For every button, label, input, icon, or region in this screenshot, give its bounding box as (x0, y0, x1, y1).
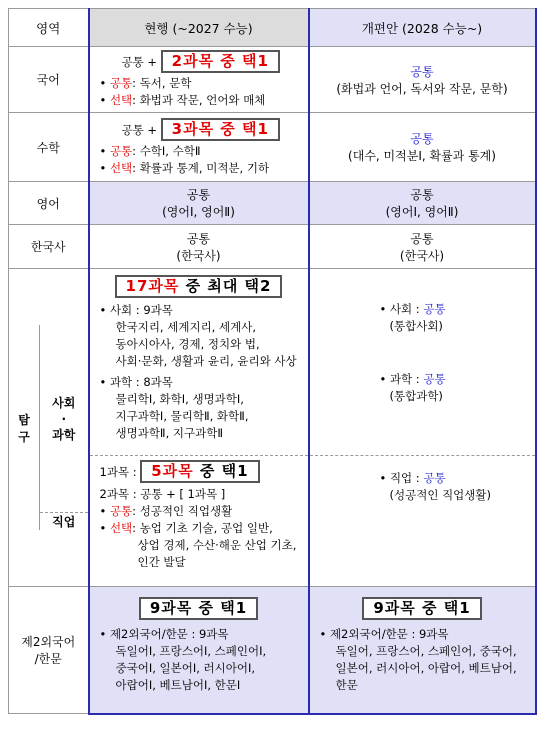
reform-title: 공통 (410, 231, 434, 246)
voc-reform (309, 456, 536, 587)
area-social-science (40, 325, 88, 513)
foreign-reform (309, 587, 536, 714)
voc-elective-line: 상업 경제, 수산·해운 산업 기초, (137, 538, 297, 552)
science-line: 물리학Ⅰ, 화학Ⅰ, 생명과학Ⅰ, (115, 392, 244, 406)
area-vocational: 직업 (52, 515, 76, 529)
sci-current (89, 269, 309, 456)
reform-title: 공통 (410, 132, 434, 146)
sci-reform (309, 269, 536, 456)
korean-current: 공통 + 2과목 중 택1 • 공통: 독서, 문학 • 선택: 화법과 작문, 언어와 매체 (89, 47, 309, 113)
science-line: 지구과학Ⅰ, 물리학Ⅱ, 화학Ⅱ, (115, 409, 249, 423)
voc-choice-box (140, 460, 259, 483)
row-korean (9, 47, 536, 113)
current-sub: (영어Ⅰ, 영어Ⅱ) (162, 205, 235, 219)
social-line: 한국지리, 세계지리, 세계사, (115, 320, 256, 334)
common-text: : 수학Ⅰ, 수학Ⅱ (132, 143, 201, 158)
sci-area-2: · (61, 411, 67, 426)
area-math: 수학 (9, 113, 89, 182)
ref-voc-sub: (성공적인 직업생활) (389, 488, 491, 502)
math-current: 공통 + 3과목 중 택1 • 공통: 수학Ⅰ, 수학Ⅱ • 선택: 확률과 통계, 미적분, 기하 (89, 113, 309, 182)
area-english: 영어 (9, 182, 89, 225)
row-english (9, 182, 536, 225)
social-head: • 사회 : 9과목 (99, 303, 173, 317)
voc-two-line: 2과목 : 공통 + [ 1과목 ] (99, 487, 226, 501)
ref-voc-label: • 직업 : (379, 471, 420, 485)
voc-common-text: : 성공적인 직업생활 (132, 504, 233, 518)
elective-text: : 화법과 작문, 언어와 매체 (132, 93, 266, 107)
sci-area-1: 사회 (52, 395, 76, 410)
voc-current: 1과목 : 5과목 중 택1 2과목 : 공통 + [ 1과목 ] • 공통: 성공적인 직업생활 • 선택: 농업 기초 기술, 공업 일반, 상업 경제, 수산·해운 산업 기초, 인간 발달 (89, 456, 309, 587)
current-sub: (한국사) (176, 248, 221, 263)
voc-common-label: 공통 (109, 504, 133, 518)
elective-label: 선택 (109, 93, 133, 107)
header-current: 현행 (~2027 수능) (89, 9, 309, 47)
area-foreign (9, 587, 89, 714)
sci-choice-box (115, 275, 283, 298)
ref-science-sub: (통합과학) (389, 389, 443, 403)
area-korean: 국어 (9, 47, 89, 113)
ref-voc-val: 공통 (423, 471, 446, 485)
ref-science-val: 공통 (423, 372, 446, 386)
reform-sub: (한국사) (399, 248, 445, 263)
foreign-area-2: /한문 (34, 652, 62, 666)
inquiry-char-1: 탐 (18, 412, 30, 427)
inquiry-label (9, 325, 40, 530)
foreign-cur-head: • 제2외국어/한문 : 9과목 (99, 627, 229, 641)
row-math (9, 113, 536, 182)
row-foreign (9, 587, 536, 714)
history-reform (309, 225, 536, 269)
reform-sub: (대수, 미적분Ⅰ, 확률과 통계) (348, 149, 496, 163)
choice-box: 2과목 중 택1 (161, 50, 280, 73)
history-current (89, 225, 309, 269)
header-row (9, 9, 536, 47)
current-title: 공통 (186, 231, 211, 246)
header-area: 영역 (9, 9, 89, 47)
foreign-ref-line: 일본어, 러시아어, 아랍어, 베트남어, (335, 661, 517, 675)
ref-social-sub: (통합사회) (389, 319, 443, 333)
foreign-area-1: 제2외국어 (21, 635, 76, 649)
math-reform (309, 113, 536, 182)
korean-reform (309, 47, 536, 113)
sci-area-3: 과학 (52, 427, 76, 442)
sci-box-rest: 중 최대 택2 (179, 277, 272, 295)
inquiry-char-2: 구 (18, 429, 30, 444)
row-history (9, 225, 536, 269)
foreign-current (89, 587, 309, 714)
social-line: 사회·문화, 생활과 윤리, 윤리와 사상 (115, 354, 297, 368)
foreign-ref-box: 9과목 중 택1 (362, 597, 481, 620)
reform-title: 공통 (410, 188, 434, 202)
common-label: 공통 (109, 76, 133, 90)
common-label: 공통 (109, 143, 133, 158)
reform-sub: (화법과 언어, 독서와 작문, 문학) (336, 81, 508, 96)
ref-social-label: • 사회 : (379, 302, 420, 316)
social-line: 동아시아사, 경제, 정치와 법, (115, 337, 260, 351)
current-title: 공통 (186, 188, 211, 202)
science-head: • 과학 : 8과목 (99, 375, 173, 389)
foreign-cur-line: 독일어Ⅰ, 프랑스어Ⅰ, 스페인어Ⅰ, (115, 644, 267, 658)
sci-box-red: 17과목 (125, 277, 180, 295)
area-history: 한국사 (9, 225, 89, 269)
common-prefix: 공통 + (121, 122, 158, 137)
voc-one-prefix: 1과목 : (99, 465, 137, 479)
ref-science-label: • 과학 : (379, 372, 420, 386)
voc-elective-text: : 농업 기초 기술, 공업 일반, (132, 521, 273, 535)
foreign-ref-line: 한문 (335, 678, 358, 692)
foreign-cur-box: 9과목 중 택1 (139, 597, 258, 620)
english-reform (309, 182, 536, 225)
voc-elective-line: 인간 발달 (137, 555, 186, 569)
foreign-cur-line: 중국어Ⅰ, 일본어Ⅰ, 러시아어Ⅰ, (115, 661, 256, 675)
foreign-cur-line: 아랍어Ⅰ, 베트남어Ⅰ, 한문Ⅰ (115, 678, 241, 692)
ref-social-val: 공통 (423, 302, 446, 316)
row-inquiry-sci (9, 269, 536, 456)
voc-box-red: 5과목 (151, 462, 194, 480)
area-inquiry (9, 269, 89, 587)
reform-title: 공통 (410, 64, 434, 79)
row-inquiry-voc (9, 456, 536, 587)
science-line: 생명과학Ⅱ, 지구과학Ⅱ (115, 426, 224, 440)
english-current (89, 182, 309, 225)
common-prefix: 공통 + (121, 55, 158, 69)
common-text: : 독서, 문학 (132, 76, 192, 90)
foreign-ref-head: • 제2외국어/한문 : 9과목 (319, 627, 449, 641)
elective-text: : 확률과 통계, 미적분, 기하 (132, 160, 270, 175)
choice-box: 3과목 중 택1 (161, 118, 280, 141)
voc-elective-label: 선택 (109, 521, 133, 535)
header-reform: 개편안 (2028 수능~) (309, 9, 536, 47)
reform-sub: (영어Ⅰ, 영어Ⅱ) (385, 205, 459, 219)
curriculum-comparison-table (8, 8, 537, 715)
voc-box-rest: 중 택1 (193, 462, 249, 480)
foreign-ref-line: 독일어, 프랑스어, 스페인어, 중국어, (335, 644, 517, 658)
elective-label: 선택 (109, 160, 133, 175)
